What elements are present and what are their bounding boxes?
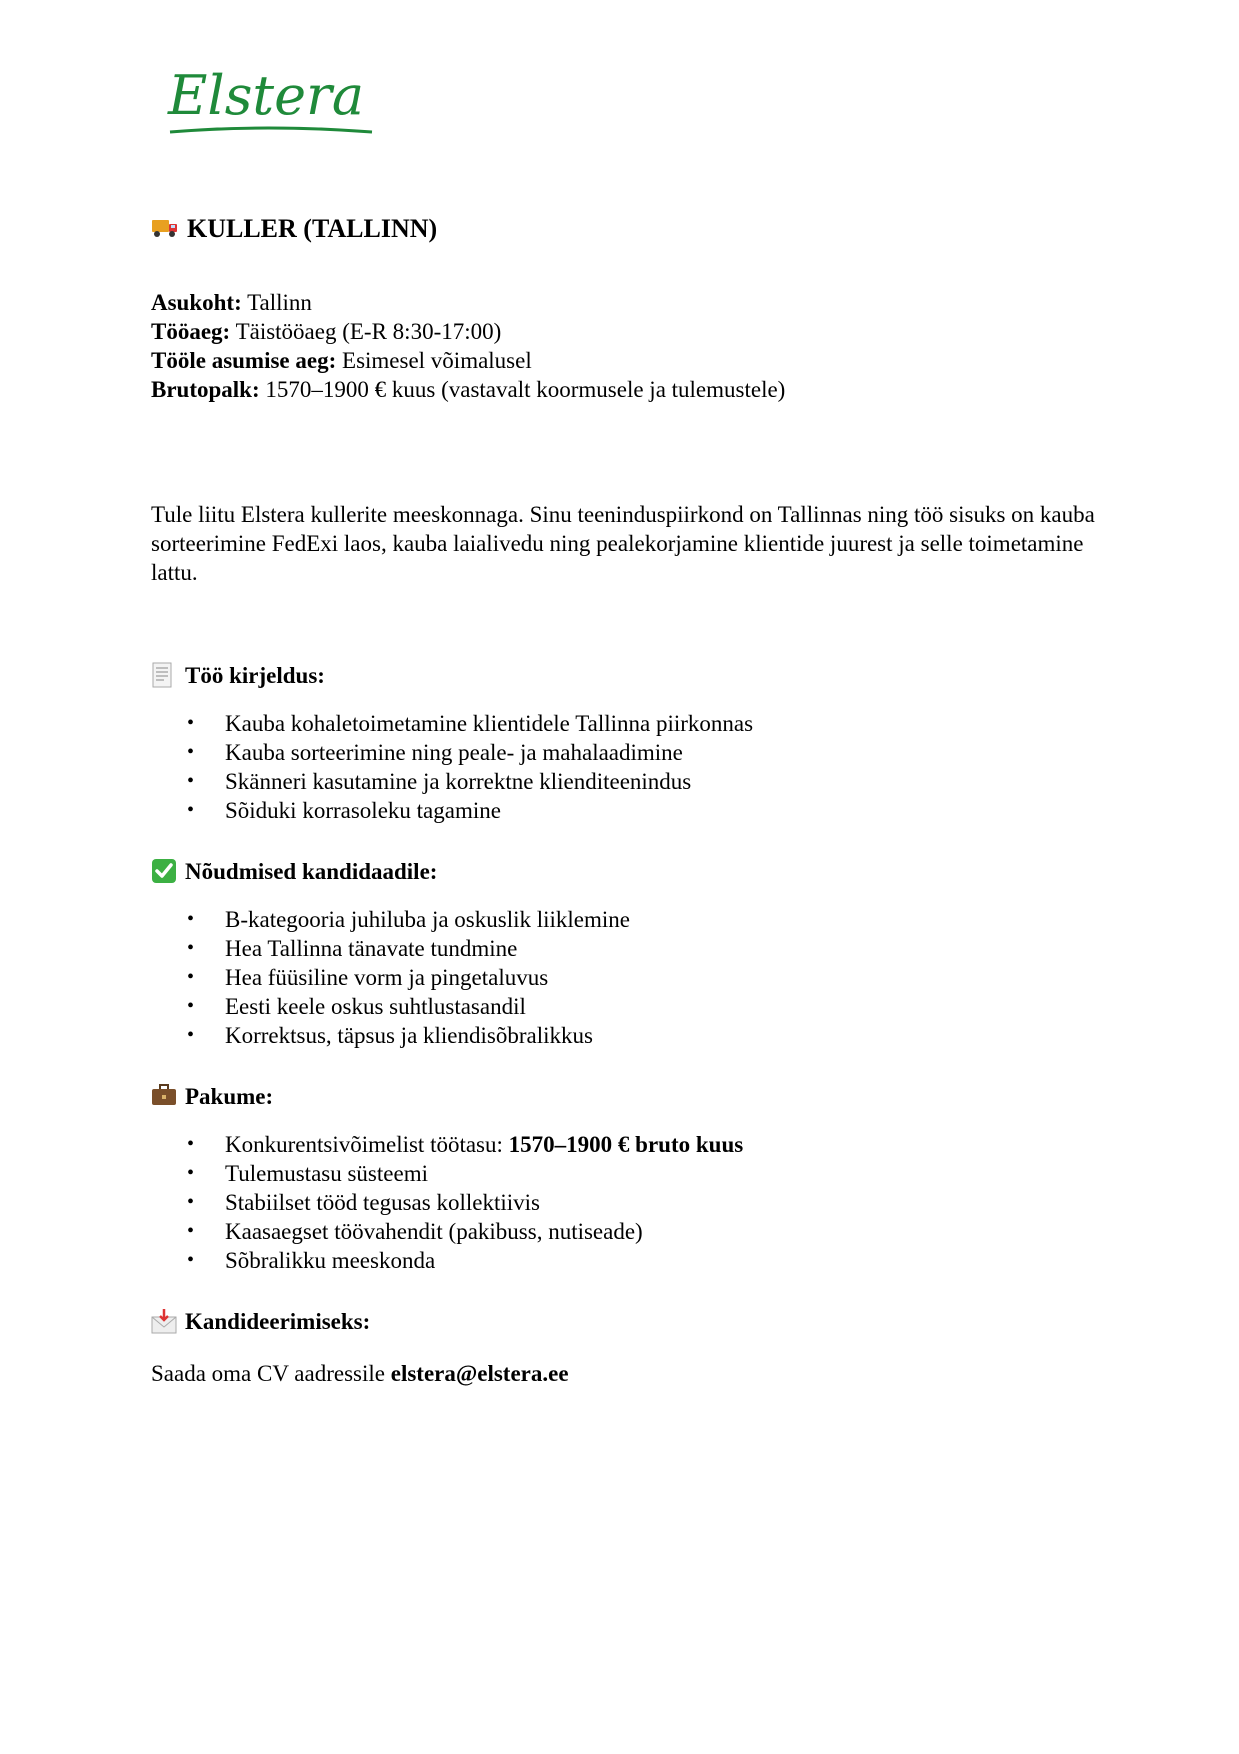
list-item: • Skänneri kasutamine ja korrektne klienditeenindus	[225, 767, 1111, 796]
list-item: • Tulemustasu süsteemi	[225, 1159, 1111, 1188]
elstera-logo	[166, 62, 376, 142]
briefcase-icon	[151, 1083, 177, 1109]
fact-working-time: Tööaeg: Täistööaeg (E-R 8:30-17:00)	[151, 319, 502, 344]
job-facts	[151, 288, 1111, 404]
section-apply	[151, 1305, 1111, 1388]
list-item: • Kauba kohaletoimetamine klientidele Tallinna piirkonnas	[225, 709, 1111, 738]
list-item: • Hea füüsiline vorm ja pingetaluvus	[225, 963, 1111, 992]
list-item: • Sõbralikku meeskonda	[225, 1246, 1111, 1275]
content	[151, 210, 1111, 1388]
offer-list	[151, 1130, 1111, 1275]
section-requirements	[151, 855, 1111, 1050]
fact-salary: Brutopalk: 1570–1900 € kuus (vastavalt koormusele ja tulemustele)	[151, 377, 786, 402]
list-item: • B-kategooria juhiluba ja oskuslik liiklemine	[225, 905, 1111, 934]
page-title	[151, 210, 1111, 246]
section-heading: Töö kirjeldus:	[151, 659, 1111, 691]
list-item: • Kaasaegset töövahendit (pakibuss, nutiseade)	[225, 1217, 1111, 1246]
truck-icon	[151, 215, 177, 241]
list-item: • Eesti keele oskus suhtlustasandil	[225, 992, 1111, 1021]
fact-start-date: Tööle asumise aeg: Esimesel võimalusel	[151, 348, 532, 373]
fact-location: Asukoht: Tallinn	[151, 290, 312, 315]
list-item: • Korrektsus, täpsus ja kliendisõbralikkus	[225, 1021, 1111, 1050]
title-text: KULLER (TALLINN)	[187, 213, 438, 243]
memo-icon	[151, 662, 177, 688]
envelope-icon	[151, 1308, 177, 1334]
list-item: • Konkurentsivõimelist töötasu: 1570–1900 € bruto kuus	[225, 1130, 1111, 1159]
list-item: • Stabiilset tööd tegusas kollektiivis	[225, 1188, 1111, 1217]
apply-text: Saada oma CV aadressile elstera@elstera.ee	[151, 1361, 569, 1386]
intro-paragraph: Tule liitu Elstera kullerite meeskonnaga. Sinu teeninduspiirkond on Tallinnas ning töö sisuks on kauba sorteerimine FedExi laos, kauba laialivedu ning pealekorjamine klientide juurest ja selle toimetamine lattu.	[151, 502, 1095, 585]
list-item: • Hea Tallinna tänavate tundmine	[225, 934, 1111, 963]
section-heading: Nõudmised kandidaadile:	[151, 855, 1111, 887]
section-heading: Pakume:	[151, 1080, 1111, 1112]
section-heading: Kandideerimiseks:	[151, 1305, 1111, 1337]
list-item: • Sõiduki korrasoleku tagamine	[225, 796, 1111, 825]
email-link[interactable]: elstera@elstera.ee	[390, 1361, 569, 1386]
section-offer	[151, 1080, 1111, 1275]
list-item: • Kauba sorteerimine ning peale- ja mahalaadimine	[225, 738, 1111, 767]
description-list	[151, 709, 1111, 825]
section-description	[151, 659, 1111, 825]
logo-text: Elstera	[168, 64, 365, 127]
check-icon	[151, 858, 177, 884]
requirements-list	[151, 905, 1111, 1050]
